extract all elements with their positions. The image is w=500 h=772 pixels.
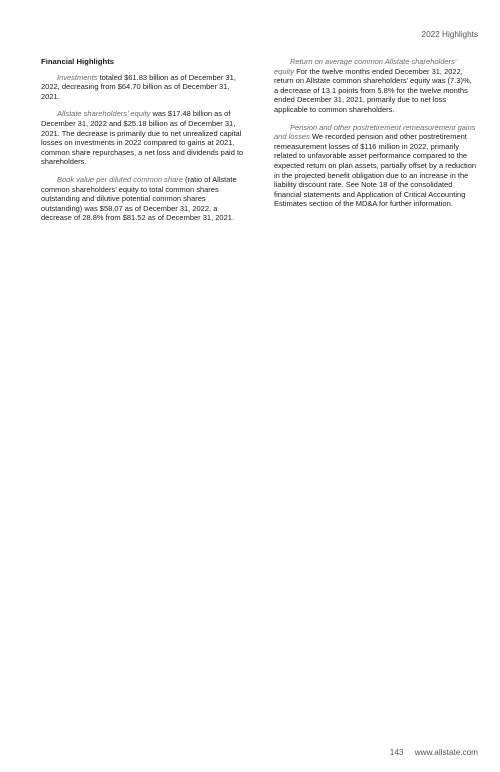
paragraph-lead: Pension and other postretirement remeasurement gains and losses <box>274 122 476 142</box>
paragraph-body: (ratio of Allstate common shareholders’ equity to total common shares outstanding and dilutive potential common shares outstanding) was $58.07 as of December 31, 2022, a decrease of 28.8% from $81.52 as of December 31, 2021. <box>41 174 237 223</box>
paragraph-shareholders-equity <box>41 109 244 167</box>
page-footer <box>390 748 478 757</box>
paragraph-return-on-equity <box>274 57 477 115</box>
paragraph-body: For the twelve months ended December 31, 2022, return on Allstate common shareholders’ equity was (7.3)%, a decrease of 13.1 points from 5.8% for the twelve months ended December 31, 2021, primarily due to net loss applicable to common shareholders. <box>274 66 472 114</box>
paragraph-lead: Return on average common Allstate shareholders’ equity <box>274 57 457 76</box>
running-head: 2022 Highlights <box>421 30 478 39</box>
website-link[interactable]: www.allstate.com <box>414 748 478 757</box>
paragraph-lead: Allstate shareholders’ equity <box>57 109 151 119</box>
paragraph-investments <box>41 73 244 102</box>
paragraph-body: We recorded pension and other postretirement remeasurement losses of $116 million in 2022, primarily related to unfavorable asset performance compared to the expected return on plan assets, partially offset by a reduction in the projected benefit obligation due to an increase in the liability discount rate. See Note 18 of the consolidated financial statements and Application of Critical Accounting Estimates section of the MD&A for further information. <box>274 132 477 209</box>
paragraph-book-value <box>41 175 244 223</box>
paragraph-lead: Book value per diluted common share <box>57 174 183 184</box>
section-title: Financial Highlights <box>41 57 115 66</box>
paragraph-body: totaled $61.83 billion as of December 31, 2022, decreasing from $64.70 billion as of December 31, 2021. <box>41 72 236 101</box>
paragraph-pension <box>274 123 477 209</box>
page-number: 143 <box>389 748 404 757</box>
paragraph-lead: Investments <box>57 72 98 82</box>
paragraph-body: was $17.48 billion as of December 31, 2022 and $25.18 billion as of December 31, 2021. The decrease is primarily due to net unrealized capital losses on investments in 2022 compared to gains at 2021, common share repurchases, a net loss and dividends paid to shareholders. <box>41 109 244 167</box>
right-column <box>274 57 477 217</box>
left-column <box>41 57 244 231</box>
